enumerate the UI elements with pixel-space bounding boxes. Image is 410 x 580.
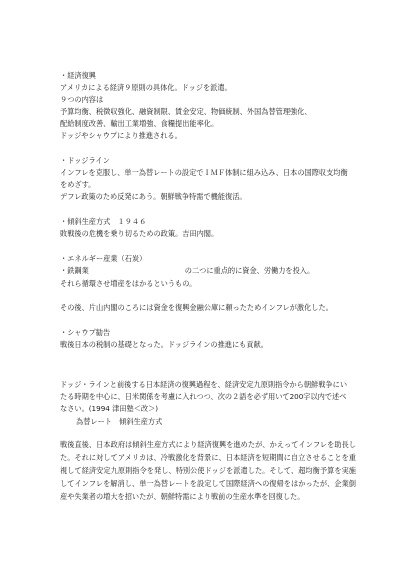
section-heading-keizai: ・経済復興	[60, 71, 96, 80]
question-line: なさい。(1994 津田塾＜改＞)	[60, 404, 159, 413]
text-line: をめざす。	[60, 180, 96, 189]
text-line: それら循環させ増産をはかるというもの。	[60, 279, 197, 288]
question-keywords: 為替レート 傾斜生産方式	[76, 417, 163, 426]
text-fragment: の二つに重点的に資金、労働力を投入。	[184, 266, 315, 275]
text-line: ９つの内容は	[60, 95, 104, 104]
text-line: 配給制度改善、輸出工業増強、食糧提出能率化。	[60, 119, 219, 128]
text-line: その後、片山内閣のころには資金を復興金融公庫に頼ったためインフレが激化した。	[60, 303, 333, 312]
section-heading-dodge: ・ドッジライン	[60, 156, 110, 165]
answer-paragraph: 戦後直後、日本政府は傾斜生産方式により経済復興を進めたが、かえってインフレを助長した。それに対してアメリカは、冷戦激化を背景に、日本経済を短期間に自立させることを重視して経済安定九原則指令を発し、特別公使ドッジを派遣した。そして、超均衡予算を実施してインフレを解消し、単一為替レートを設定して国際経済への復帰をはかったが、企業倒産や失業者の増大を招いたが、朝鮮特需により戦前の生産水準を回復した。	[60, 440, 356, 501]
text-line	[60, 266, 314, 276]
text-line: 予算均衡、税徴収強化、融資制限、賃金安定、物価統制、外国為替管理強化、	[60, 107, 312, 116]
question-line: ドッジ・ラインと前後する日本経済の復興過程を、経済安定九原則指令から朝鮮戦争にい	[60, 380, 348, 389]
section-heading-shoup: ・シャウプ勧告	[60, 328, 111, 337]
text-line: 戦後日本の税制の基礎となった。ドッジラインの推進にも貢献。	[60, 340, 268, 349]
text-line: アメリカによる経済９原則の具体化。ドッジを派遣。	[60, 83, 232, 92]
text-line: ドッジやシャウプにより推進される。	[60, 131, 182, 140]
section-heading-keisha: ・傾斜生産方式 １９４６	[60, 217, 147, 226]
question-line: たる時期を中心に、日米関係を考慮に入れつつ、次の２語を必ず用いて200字以内で述べ	[60, 392, 347, 401]
steel-label: ・鉄鋼業	[60, 266, 89, 275]
section-heading-energy: ・エネルギー産業（石炭）	[60, 254, 147, 263]
text-line: 敗戦後の危機を乗り切るための政策。吉田内閣。	[60, 229, 219, 238]
text-line: インフレを克服し、単一為替レートの設定でＩＭＦ体制に組み込み、日本の国際収支均衡	[60, 168, 348, 177]
text-line: デフレ政策のため反発にあう。朝鮮戦争特需で機能復活。	[60, 192, 247, 201]
